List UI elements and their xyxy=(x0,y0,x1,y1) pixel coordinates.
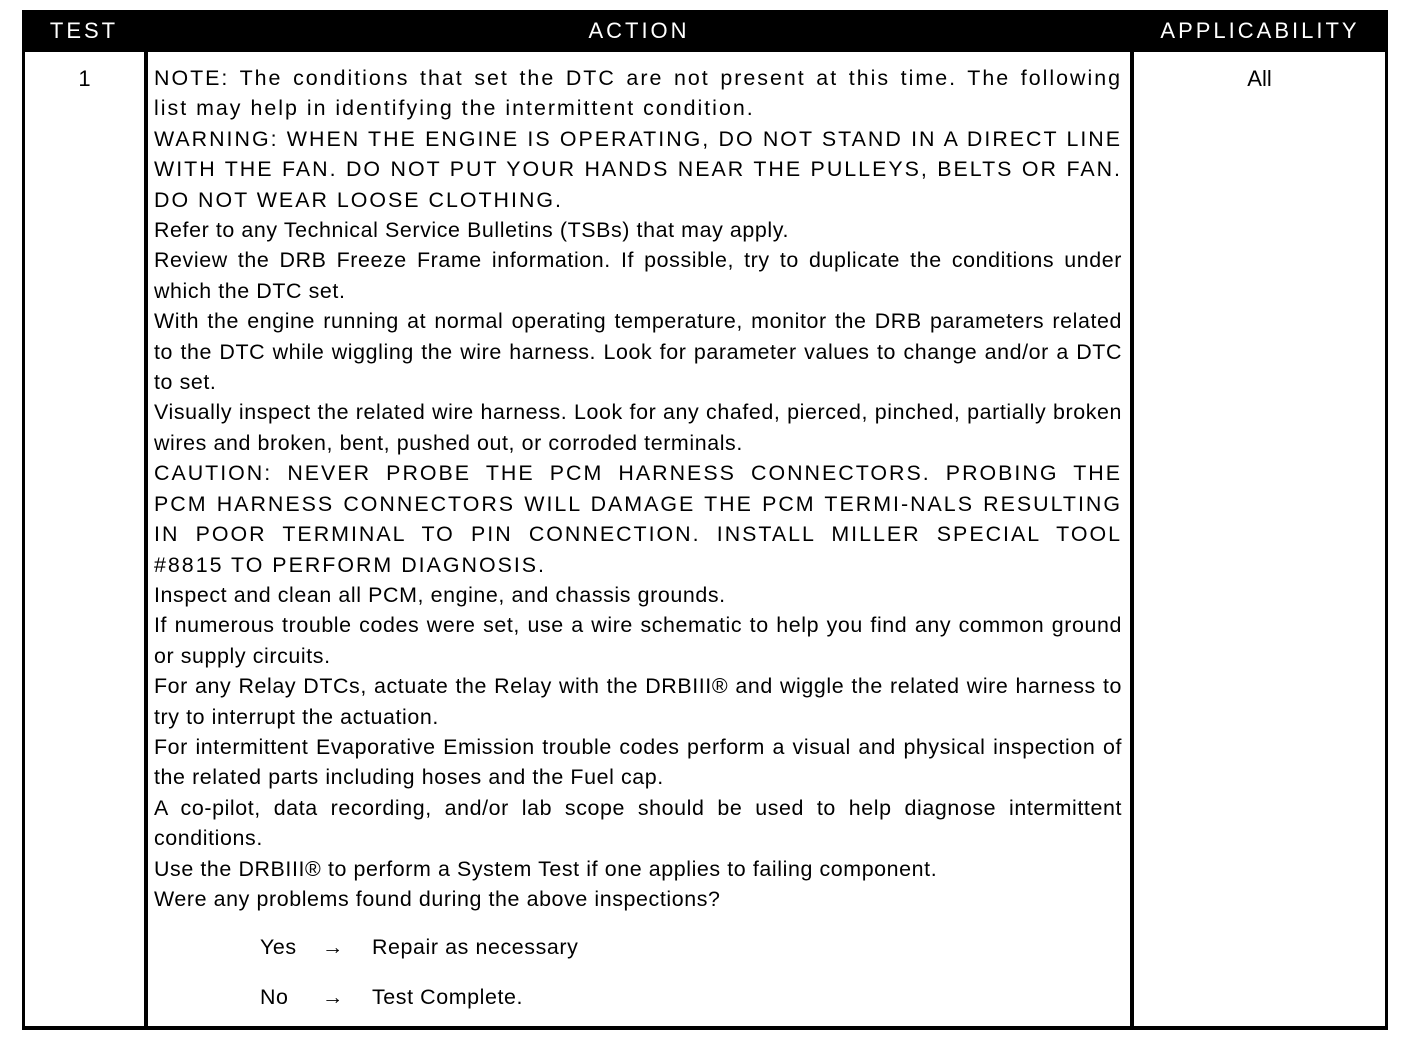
answer-yes xyxy=(260,928,1122,978)
action-step: For any Relay DTCs, actuate the Relay with the DRBIII® and wiggle the related wire harness to try to interrupt the actuation. xyxy=(154,674,1122,729)
arrow-icon: → xyxy=(322,935,344,960)
action-step: With the engine running at normal operating temperature, monitor the DRB parameters related to the DTC while wiggling the wire harness. Look for parameter values to change and/or a DTC to set. xyxy=(154,309,1122,395)
answer-label: Yes xyxy=(260,935,297,960)
answer-list xyxy=(260,928,1122,1028)
action-step: Visually inspect the related wire harness. Look for any chafed, pierced, pinched, partially broken wires and broken, bent, pushed out, or corroded terminals. xyxy=(154,400,1122,455)
action-step: For intermittent Evaporative Emission trouble codes perform a visual and physical inspection of the related parts including hoses and the Fuel cap. xyxy=(154,734,1122,790)
answer-label: No xyxy=(260,985,289,1010)
test-number: 1 xyxy=(78,66,91,91)
note-paragraph: NOTE: The conditions that set the DTC are not present at this time. The following list may help in identifying the intermittent condition. xyxy=(154,66,1122,121)
applicability-value: All xyxy=(1247,66,1272,91)
answer-result: Test Complete. xyxy=(372,985,524,1010)
header-applicability: APPLICABILITY xyxy=(1160,18,1360,43)
table-header-row xyxy=(22,10,1388,52)
caution-paragraph: CAUTION: NEVER PROBE THE PCM HARNESS CONNECTORS. PROBING THE PCM HARNESS CONNECTORS WILL DAMAGE THE PCM TERMI-NALS RESULTING IN POOR TERMINAL TO PIN CONNECTION. INSTALL MILLER SPECIAL TOOL #8815 TO PERFORM DIAGNOSIS. xyxy=(154,461,1122,577)
action-step: Review the DRB Freeze Frame information. If possible, try to duplicate the conditions under which the DTC set. xyxy=(154,248,1122,303)
action-step: Refer to any Technical Service Bulletins (TSBs) that may apply. xyxy=(154,218,790,243)
diagnostic-table xyxy=(22,10,1388,1030)
answer-no xyxy=(260,978,1122,1028)
action-cell xyxy=(148,52,1130,1026)
action-step: A co-pilot, data recording, and/or lab scope should be used to help diagnose intermittent conditions. xyxy=(154,795,1122,851)
applicability-cell xyxy=(1134,52,1385,1026)
answer-result: Repair as necessary xyxy=(372,935,579,960)
warning-paragraph: WARNING: WHEN THE ENGINE IS OPERATING, DO NOT STAND IN A DIRECT LINE WITH THE FAN. DO NOT PUT YOUR HANDS NEAR THE PULLEYS, BELTS OR FAN. DO NOT WEAR LOOSE CLOTHING. xyxy=(154,126,1122,212)
header-test: TEST xyxy=(49,18,119,43)
question: Were any problems found during the above inspections? xyxy=(154,886,721,911)
test-number-cell xyxy=(25,52,144,1026)
arrow-icon: → xyxy=(322,985,344,1010)
header-action: ACTION xyxy=(588,18,690,43)
action-step: Use the DRBIII® to perform a System Test if one applies to failing component. xyxy=(154,856,938,881)
action-step: Inspect and clean all PCM, engine, and chassis grounds. xyxy=(154,582,726,607)
action-step: If numerous trouble codes were set, use a wire schematic to help you find any common ground or supply circuits. xyxy=(154,613,1122,668)
